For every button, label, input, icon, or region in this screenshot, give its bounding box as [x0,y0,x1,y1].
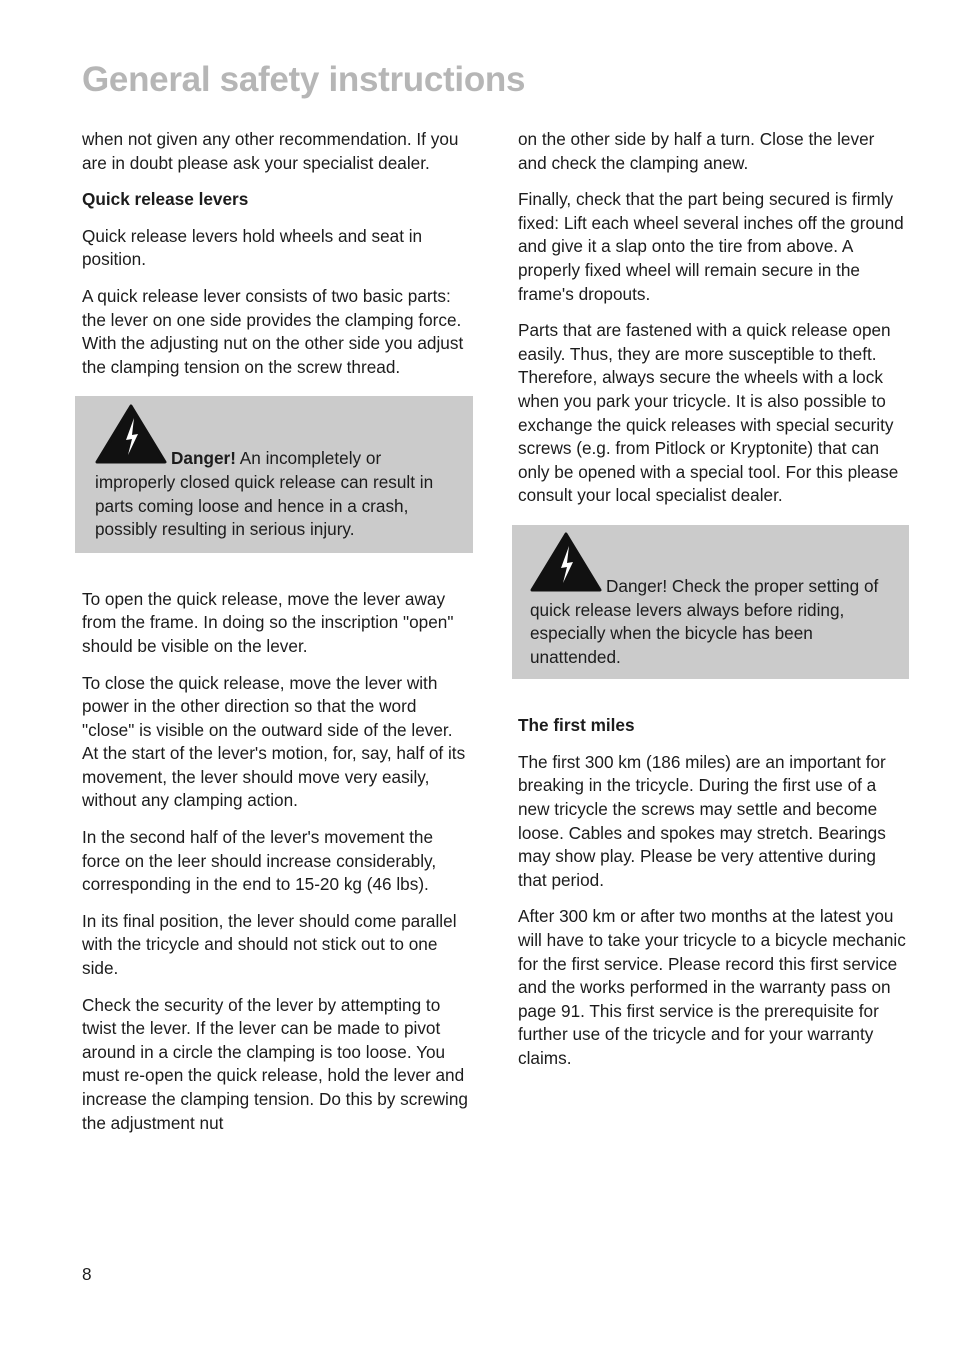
high-voltage-warning-icon [95,404,167,464]
high-voltage-warning-icon [530,532,602,592]
page-number: 8 [82,1264,92,1284]
paragraph: Check the security of the lever by attempting to twist the lever. If the lever can be made to pivot around in a circle the clamping is too loose. You must re-open the quick release, hold the lever and increase the clamping tension. Do this by screwing the adjustment nut [82,994,468,1133]
right-column [518,128,906,1084]
paragraph: To open the quick release, move the lever away from the frame. In doing so the inscription "open" should be visible on the lever. [82,588,454,656]
paragraph: when not given any other recommendation. If you are in doubt please ask your specialist dealer. [82,129,459,173]
danger-warning-box [512,525,909,679]
paragraph: After 300 km or after two months at the latest you will have to take your tricycle to a bicycle mechanic for the first service. Please record this first service and the works performed in the warranty pass on page 91. This first service is the prerequisite for further use of the tricycle and for your warranty claims. [518,906,906,1068]
danger-text [530,532,893,669]
danger-label: Danger! [171,448,236,469]
section-heading-quick-release: Quick release levers [82,189,249,210]
left-column [82,128,470,1148]
section-heading-first-miles: The first miles [518,715,635,736]
page-title: General safety instructions [82,60,526,99]
paragraph: Finally, check that the part being secured is firmly fixed: Lift each wheel several inches off the ground and give it a slap onto the tire from above. A properly fixed wheel will remain secure in the frame's dropouts. [518,189,904,304]
paragraph: In its final position, the lever should come parallel with the tricycle and should not stick out to one side. [82,910,457,979]
paragraph: To close the quick release, move the lever with power in the other direction so that the word "close" is visible on the outward side of the lever. At the start of the lever's motion, for, say, half of its movement, the lever should move very easily, without any clamping action. [82,672,466,811]
paragraph: The first 300 km (186 miles) are an important for breaking in the tricycle. During the first use of a new tricycle the screws may settle and become loose. Cables and spokes may stretch. Bearings may show play. Please be very attentive during that period. [518,751,886,890]
danger-text [95,404,453,541]
danger-message: Danger! Check the proper setting of quick release levers always before riding, especially when the bicycle has been unattended. [530,575,879,667]
paragraph: on the other side by half a turn. Close the lever and check the clamping anew. [518,129,875,173]
paragraph: Parts that are fastened with a quick release open easily. Thus, they are more susceptible to theft. Therefore, always secure the wheels with a lock when you park your tricycle. It is also possible to exchange the quick releases with special security screws (e.g. from Pitlock or Kryptonite) that can only be opened with a special tool. For this please consult your local specialist dealer. [518,320,899,506]
danger-warning-box [75,396,473,552]
paragraph: In the second half of the lever's movement the force on the leer should increase considerably, corresponding in the end to 15-20 kg (46 lbs). [82,827,437,895]
paragraph: A quick release lever consists of two basic parts: the lever on one side provides the clamping force. With the adjusting nut on the other side you adjust the clamping tension on the screw thread. [82,285,464,377]
paragraph: Quick release levers hold wheels and seat in position. [82,225,423,270]
danger-message: An incompletely or improperly closed quick release can result in parts coming loose and hence in a crash, possibly resulting in serious injury. [95,448,434,540]
